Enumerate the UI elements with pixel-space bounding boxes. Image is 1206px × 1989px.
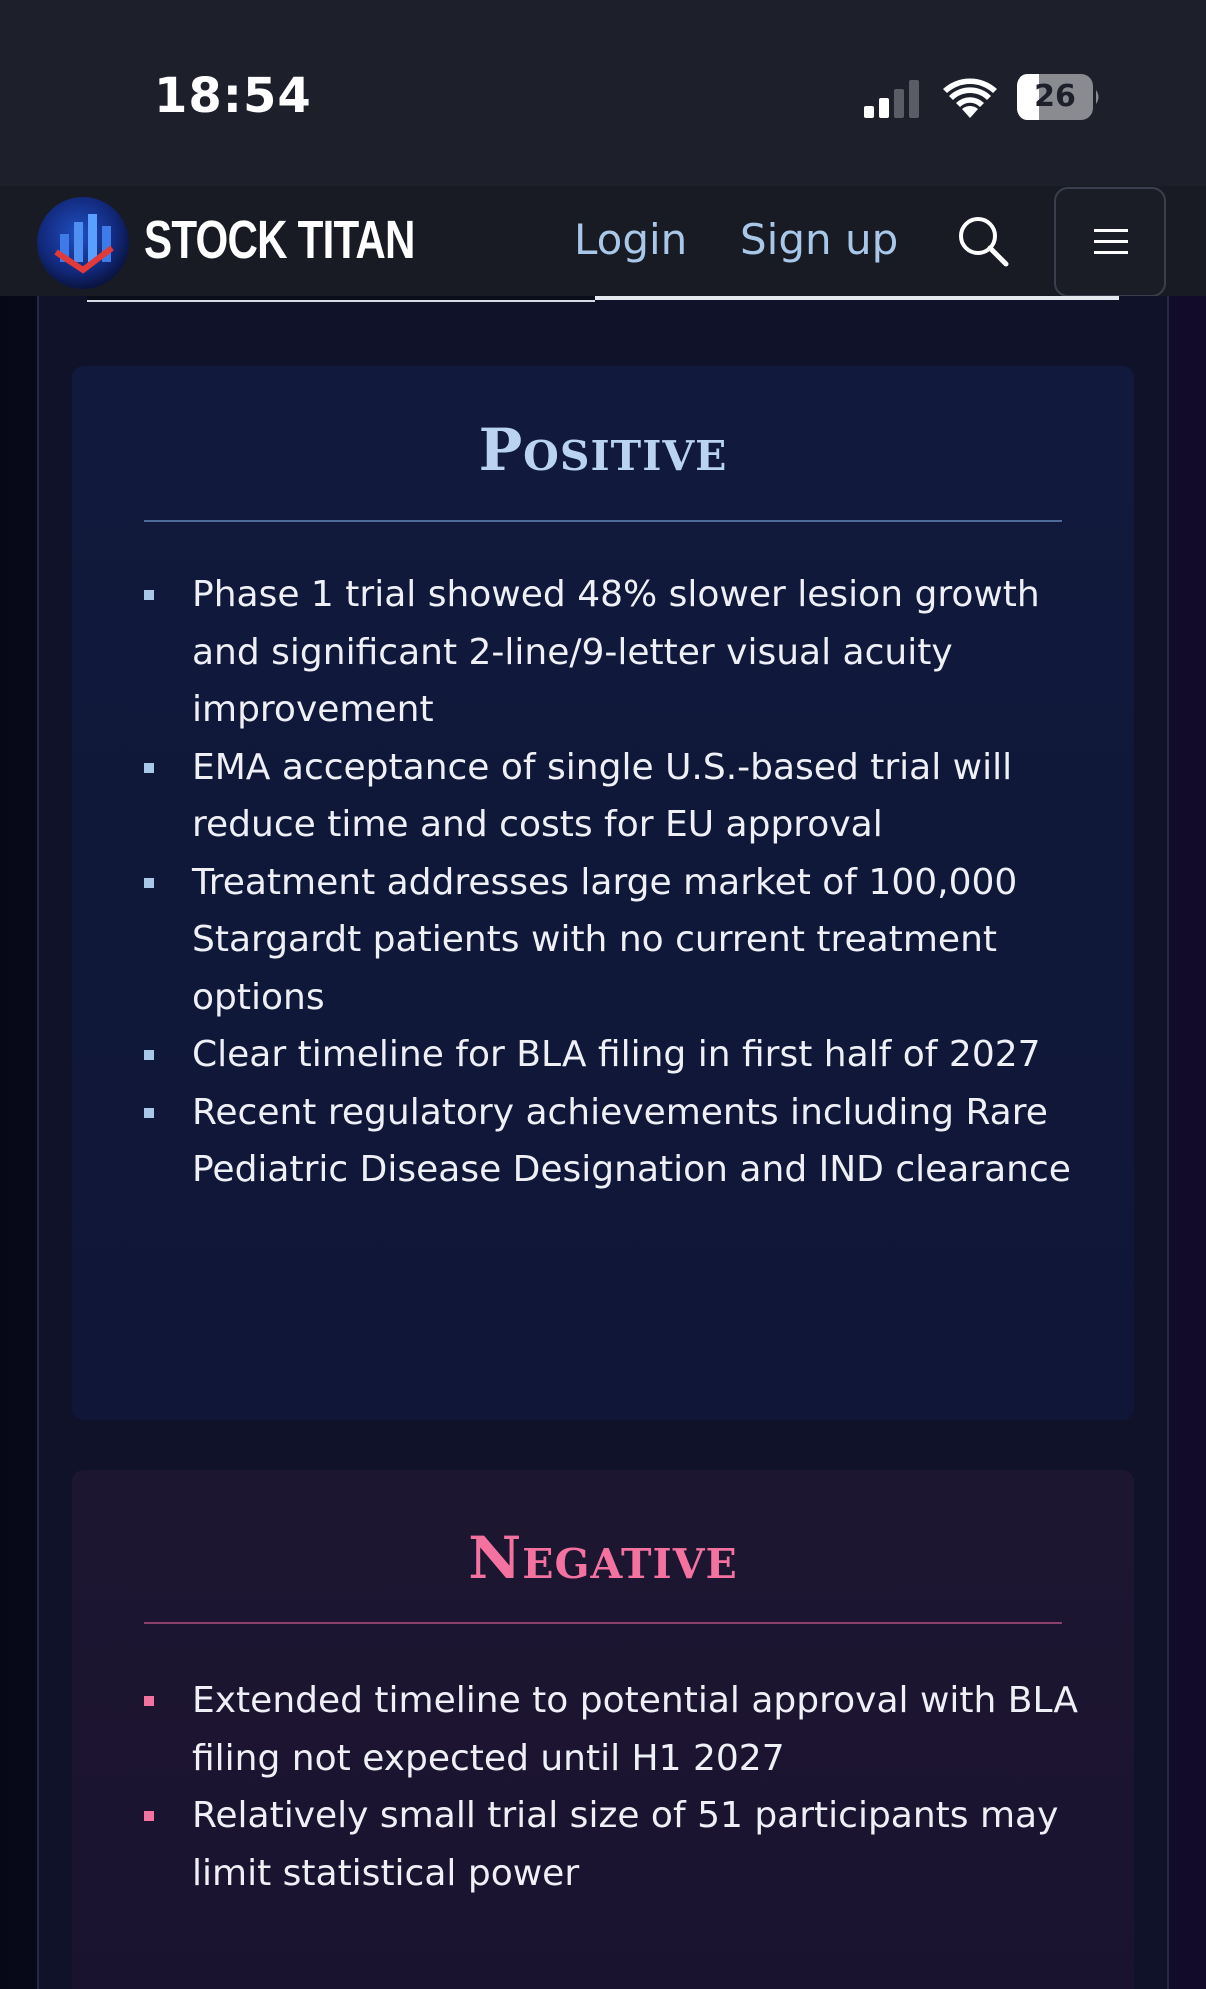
positive-item [144, 739, 1084, 854]
positive-divider [144, 520, 1062, 522]
navbar [0, 186, 1206, 296]
positive-item-text: EMA acceptance of single U.S.-based trial will reduce time and costs for EU approval [192, 746, 1013, 845]
hamburger-menu-icon [1094, 227, 1128, 257]
wifi-icon [943, 76, 997, 118]
bullet-square-icon [144, 1050, 154, 1060]
positive-card [72, 366, 1134, 1420]
positive-item-text: Treatment addresses large market of 100,000 Stargardt patients with no current treatment options [192, 861, 1018, 1018]
page-body [0, 296, 1206, 1989]
positive-item-text: Clear timeline for BLA filing in first half of 2027 [192, 1034, 1041, 1075]
bullet-square-icon [144, 1811, 154, 1821]
negative-item [144, 1787, 1084, 1902]
positive-item-text: Recent regulatory achievements including Rare Pediatric Disease Designation and IND clearance [192, 1091, 1071, 1190]
negative-title: Negative [468, 1524, 738, 1592]
cellular-signal-icon [864, 80, 922, 118]
stock-titan-logo-icon[interactable] [36, 196, 130, 290]
signup-link[interactable]: Sign up [740, 215, 899, 264]
menu-button[interactable] [1054, 187, 1166, 297]
positive-item [144, 566, 1084, 739]
negative-card [72, 1470, 1134, 1989]
bullet-square-icon [144, 878, 154, 888]
bullet-square-icon [144, 763, 154, 773]
negative-list [144, 1672, 1084, 1902]
bullet-square-icon [144, 590, 154, 600]
positive-item-text: Phase 1 trial showed 48% slower lesion growth and significant 2-line/9-letter visual acuity improvement [192, 574, 1040, 730]
negative-item [144, 1672, 1084, 1787]
negative-item-text: Extended timeline to potential approval with BLA filing not expected until H1 2027 [192, 1680, 1078, 1779]
tab-indicator [87, 296, 595, 302]
bullet-square-icon [144, 1108, 154, 1118]
search-icon[interactable] [956, 214, 1010, 268]
tab-indicator-light [595, 296, 1119, 300]
positive-item [144, 1084, 1084, 1199]
status-time: 18:54 [154, 68, 312, 124]
login-link[interactable]: Login [574, 215, 688, 264]
negative-item-text: Relatively small trial size of 51 participants may limit statistical power [192, 1795, 1059, 1894]
battery-level: 26 [1034, 79, 1076, 114]
positive-list [144, 566, 1084, 1199]
bullet-square-icon [144, 1696, 154, 1706]
negative-divider [144, 1622, 1062, 1624]
positive-item [144, 1026, 1084, 1084]
status-bar [0, 0, 1206, 186]
positive-title: Positive [478, 416, 728, 484]
brand-name[interactable]: STOCK TITAN [144, 210, 415, 270]
positive-item [144, 854, 1084, 1027]
